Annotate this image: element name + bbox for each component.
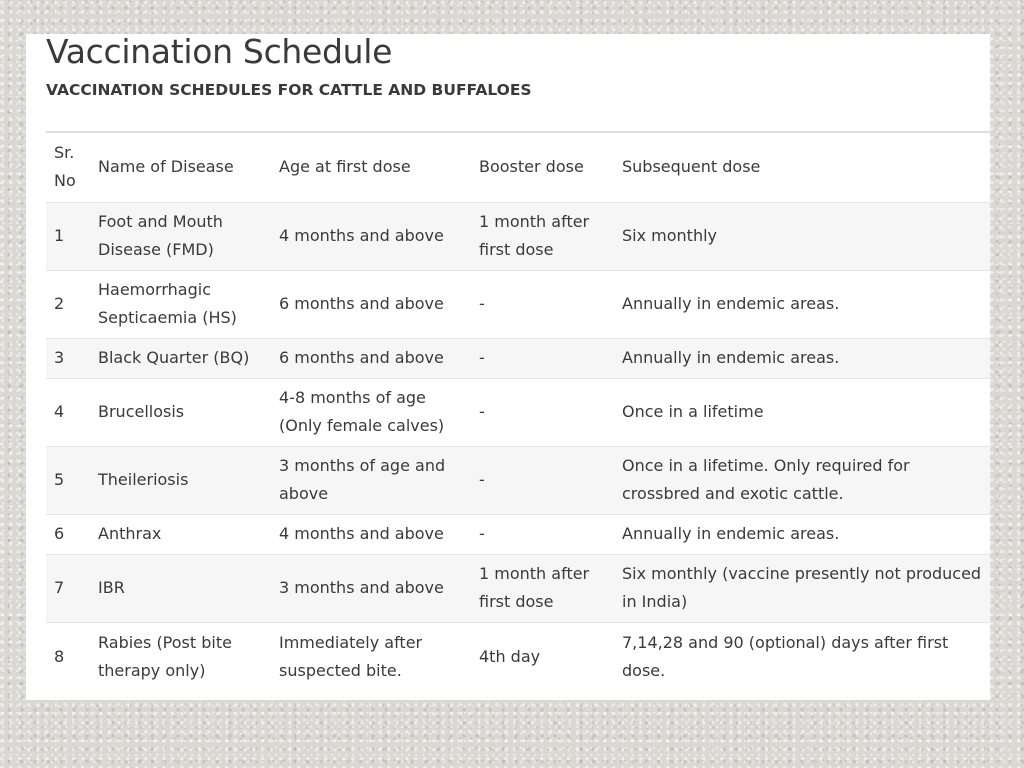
cell-booster: 1 month after first dose <box>479 212 590 259</box>
cell-disease: Anthrax <box>98 524 162 543</box>
cell-subsequent: Annually in endemic areas. <box>622 294 840 313</box>
cell-age: 3 months and above <box>279 578 444 597</box>
cell-age: 6 months and above <box>279 294 444 313</box>
cell-sr-no: 5 <box>54 470 65 489</box>
table-row <box>46 514 990 554</box>
table-row <box>46 446 990 514</box>
cell-age: 4 months and above <box>279 524 444 543</box>
cell-subsequent: Six monthly <box>622 226 717 245</box>
cell-age: 6 months and above <box>279 348 444 367</box>
cell-disease: Brucellosis <box>98 402 185 421</box>
cell-disease: Rabies (Post bite therapy only) <box>98 632 232 680</box>
cell-subsequent: Annually in endemic areas. <box>622 348 840 367</box>
cell-booster: 1 month after first dose <box>479 564 590 611</box>
column-header-booster: Booster dose <box>479 157 584 177</box>
cell-subsequent: Once in a lifetime. Only required for crossbred and exotic cattle. <box>622 456 910 503</box>
cell-disease: Haemorrhagic Septicaemia (HS) <box>98 280 237 327</box>
cell-booster: 4th day <box>479 646 541 666</box>
cell-sr-no: 6 <box>54 524 65 543</box>
cell-sr-no: 2 <box>54 294 65 313</box>
cell-booster: - <box>479 470 485 489</box>
table-row <box>46 270 990 338</box>
cell-disease: Foot and Mouth Disease (FMD) <box>98 212 223 259</box>
cell-subsequent: 7,14,28 and 90 (optional) days after first dose. <box>622 632 949 680</box>
table-row <box>46 202 990 270</box>
cell-subsequent: Once in a lifetime <box>622 402 764 421</box>
column-header-disease: Name of Disease <box>98 157 234 177</box>
page-title: Vaccination Schedule <box>46 34 393 71</box>
table-row <box>46 378 990 446</box>
page-subtitle: VACCINATION SCHEDULES FOR CATTLE AND BUFFALOES <box>46 81 532 99</box>
cell-booster: - <box>479 348 485 367</box>
cell-booster: - <box>479 294 485 313</box>
document-card <box>26 34 990 700</box>
cell-booster: - <box>479 402 485 421</box>
table-row <box>46 338 990 378</box>
table-row <box>46 622 990 691</box>
cell-disease: Theileriosis <box>98 470 189 489</box>
cell-sr-no: 3 <box>54 348 65 367</box>
column-header-age: Age at first dose <box>279 157 411 177</box>
cell-age: 4-8 months of age (Only female calves) <box>279 388 445 435</box>
cell-age: Immediately after suspected bite. <box>279 632 423 680</box>
cell-age: 4 months and above <box>279 226 444 245</box>
vaccination-table <box>46 131 990 691</box>
table-header-row <box>46 132 990 202</box>
table-row <box>46 554 990 622</box>
cell-sr-no: 7 <box>54 578 65 597</box>
cell-subsequent: Annually in endemic areas. <box>622 524 840 543</box>
cell-subsequent: Six monthly (vaccine presently not produced in India) <box>622 564 982 611</box>
cell-booster: - <box>479 524 485 543</box>
column-header-subsequent: Subsequent dose <box>622 157 761 177</box>
column-header-sr-no: Sr. No <box>54 143 76 191</box>
cell-age: 3 months of age and above <box>279 456 446 503</box>
cell-sr-no: 8 <box>54 646 65 666</box>
cell-sr-no: 1 <box>54 226 65 245</box>
cell-disease: IBR <box>98 578 125 597</box>
cell-disease: Black Quarter (BQ) <box>98 348 250 367</box>
cell-sr-no: 4 <box>54 402 65 421</box>
